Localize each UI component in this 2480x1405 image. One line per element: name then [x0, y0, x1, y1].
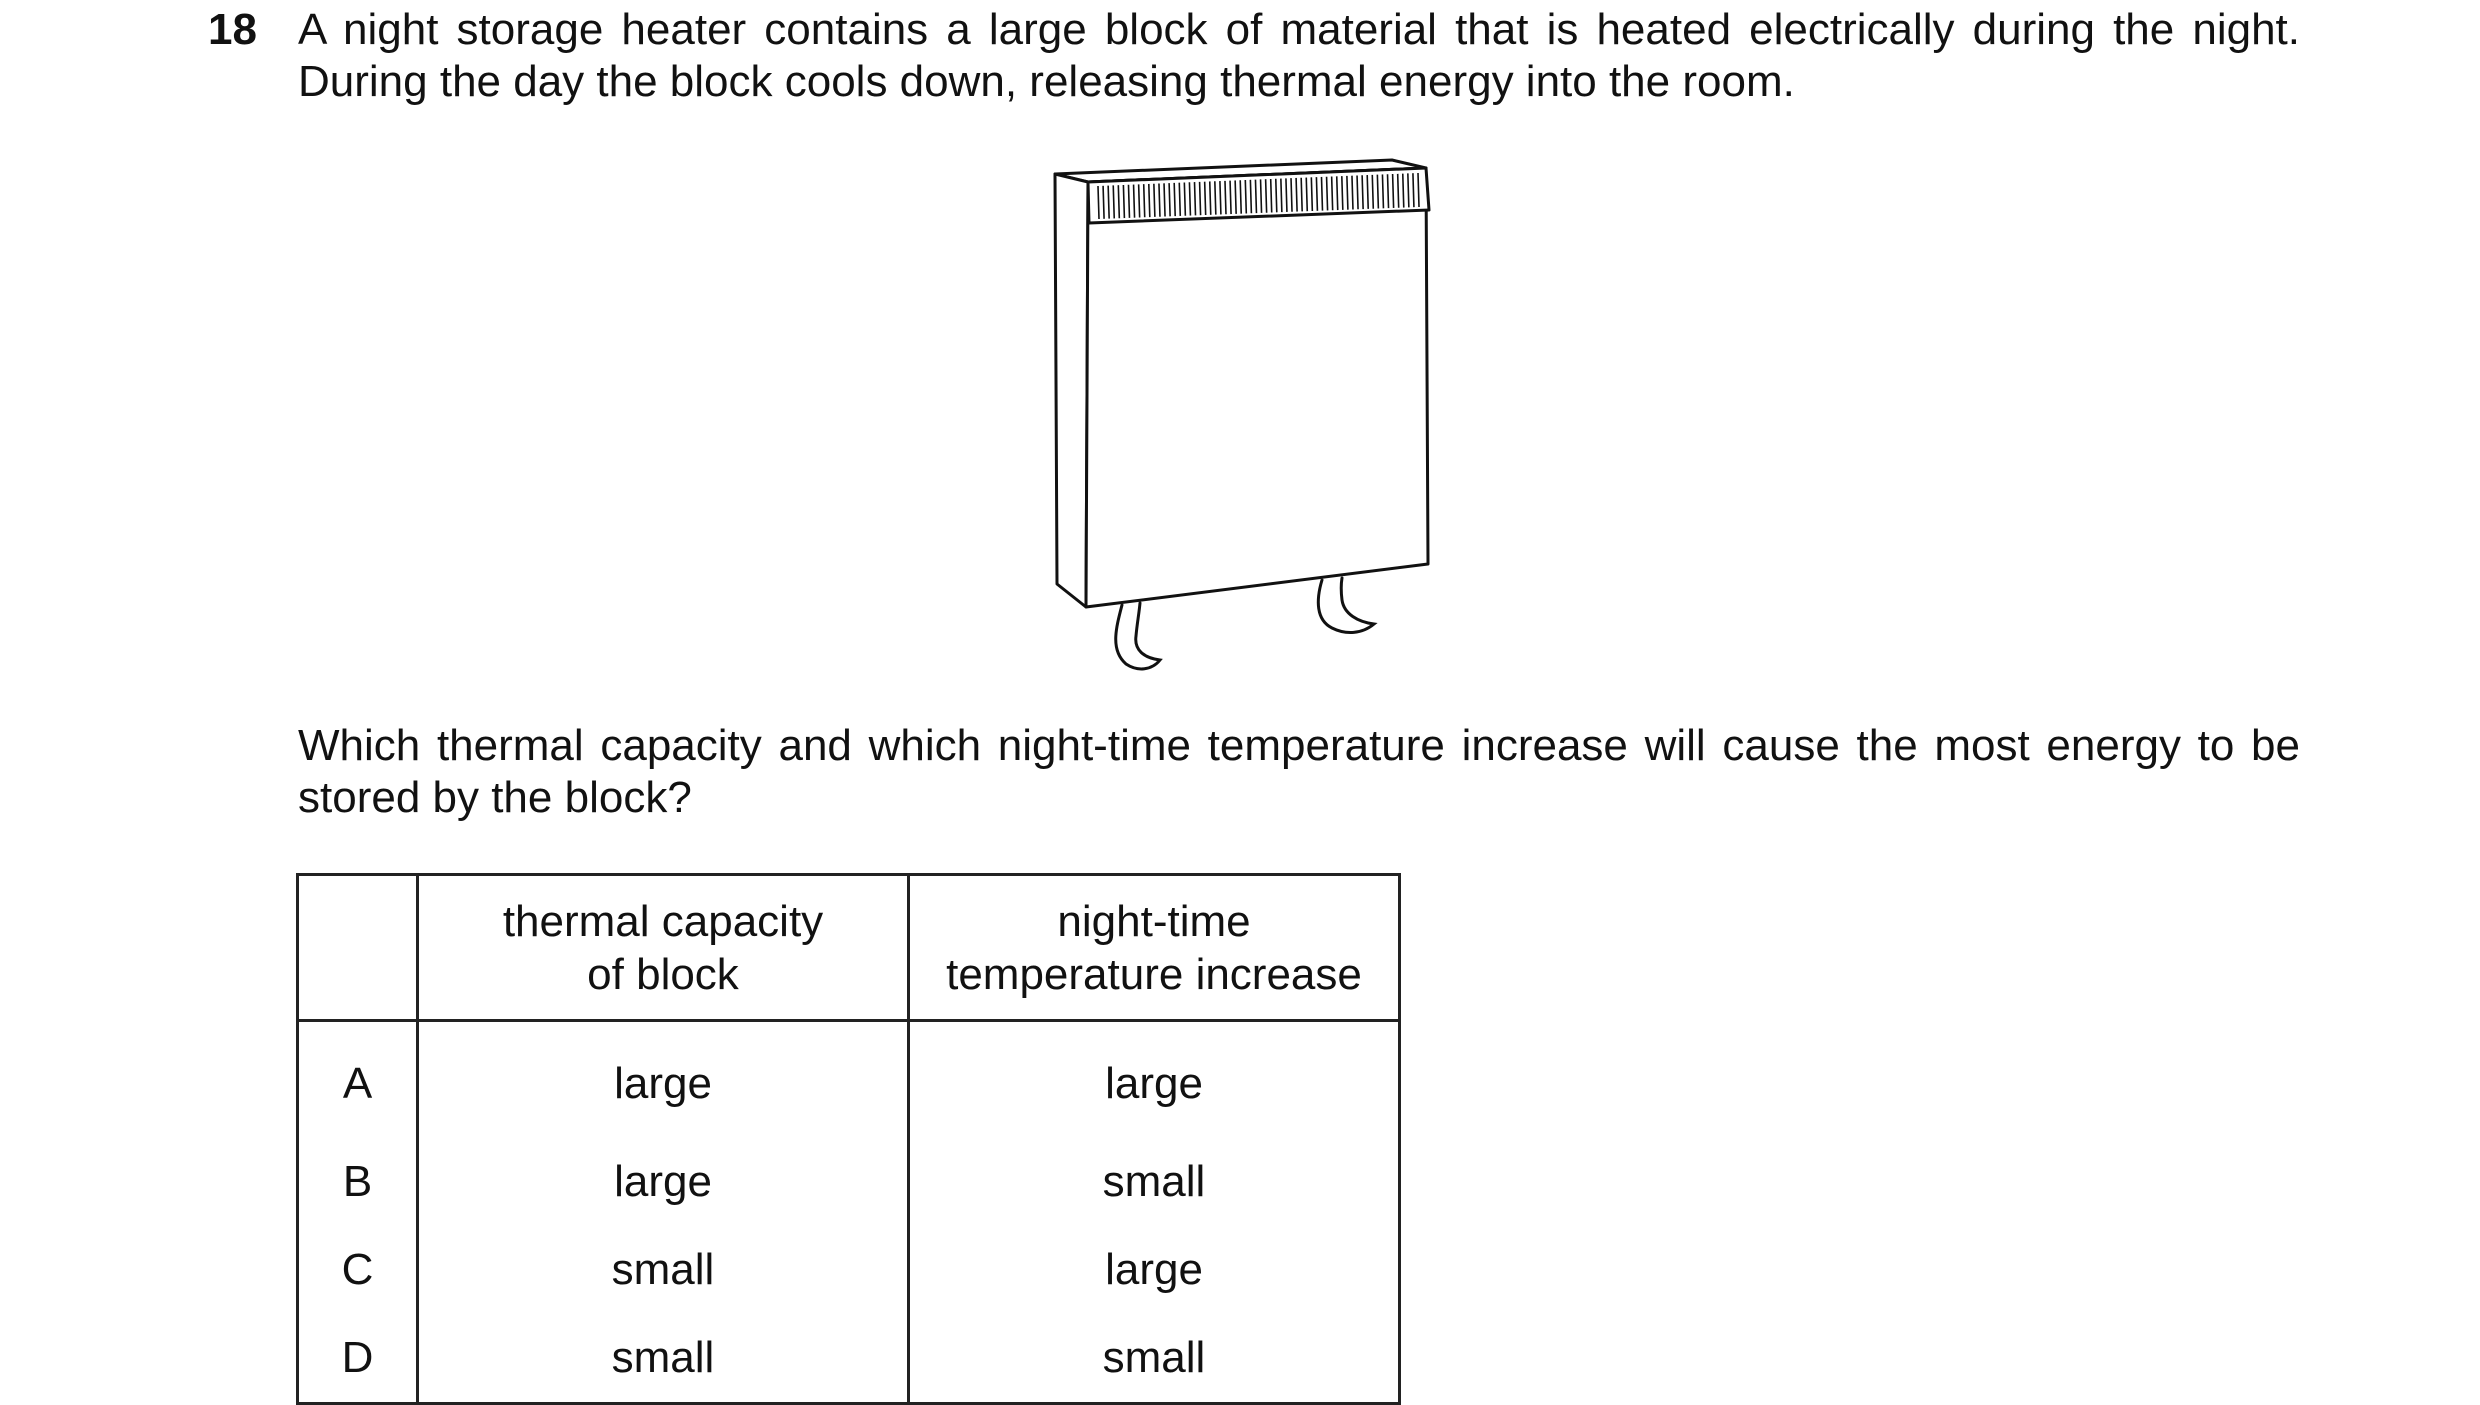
heater-side-panel	[1055, 174, 1088, 607]
option-temperature: large	[909, 1226, 1400, 1314]
option-capacity: large	[418, 1021, 909, 1139]
storage-heater-illustration	[1040, 150, 1460, 680]
option-capacity: large	[418, 1138, 909, 1226]
question-prompt: Which thermal capacity and which night-time temperature increase will cause the most energy to be stored by the block?	[298, 721, 2300, 822]
option-row-d[interactable]	[298, 1314, 1400, 1404]
header-capacity-line2: of block	[587, 949, 739, 999]
answer-options-table	[296, 873, 1401, 1405]
option-letter[interactable]: D	[298, 1314, 418, 1404]
option-capacity: small	[418, 1226, 909, 1314]
option-capacity: small	[418, 1314, 909, 1404]
option-letter[interactable]: B	[298, 1138, 418, 1226]
option-row-c[interactable]	[298, 1226, 1400, 1314]
heater-left-foot	[1116, 603, 1160, 669]
option-temperature: small	[909, 1314, 1400, 1404]
option-temperature: large	[909, 1021, 1400, 1139]
header-capacity-line1: thermal capacity	[502, 896, 824, 946]
heater-right-foot	[1318, 578, 1374, 633]
header-temperature-increase	[909, 875, 1400, 1021]
option-letter[interactable]: A	[298, 1021, 418, 1139]
option-letter[interactable]: C	[298, 1226, 418, 1314]
option-row-b[interactable]	[298, 1138, 1400, 1226]
header-temperature-line2: temperature increase	[946, 949, 1362, 999]
question-number: 18	[208, 5, 257, 54]
option-row-a[interactable]	[298, 1021, 1400, 1139]
table-header-row	[298, 875, 1400, 1021]
question-stem: A night storage heater contains a large block of material that is heated electrically during the night. During the day the block cools down, releasing thermal energy into the room.	[298, 5, 2300, 106]
header-temperature-line1: night-time	[1057, 896, 1251, 946]
header-letter-cell	[298, 875, 418, 1021]
heater-front-panel	[1086, 168, 1428, 607]
option-temperature: small	[909, 1138, 1400, 1226]
header-thermal-capacity	[418, 875, 909, 1021]
